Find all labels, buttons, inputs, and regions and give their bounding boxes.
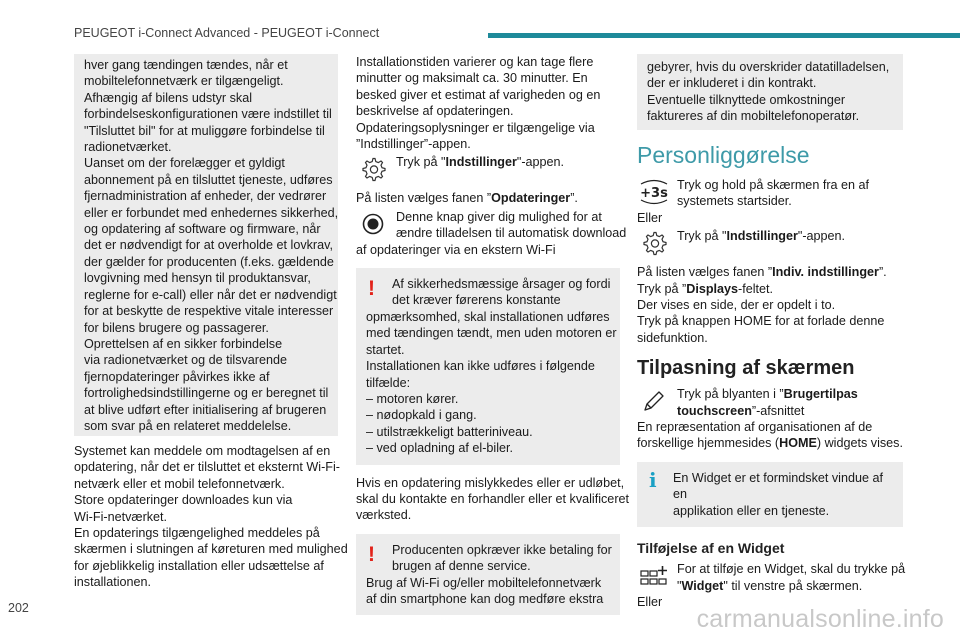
text-fragment: "-appen. bbox=[797, 229, 846, 244]
radio-button-icon bbox=[356, 209, 390, 239]
body-line: skal du kontakte en forhandler eller et kvalificeret bbox=[356, 491, 630, 506]
body-line: Der vises en side, der er opdelt i to. bbox=[637, 298, 836, 313]
text-fragment: Tryk på blyanten i ” bbox=[677, 387, 784, 402]
note-line: eller er forbundet med enhedernes sikkerhed, bbox=[84, 205, 339, 220]
text-fragment: Tryk på " bbox=[396, 155, 446, 170]
warning-line: brugen af denne service. bbox=[392, 559, 531, 574]
body-line: Systemet kan meddele om modtagelsen af en bbox=[74, 444, 331, 458]
note-line: via radionetværket og de tilsvarende bbox=[84, 353, 288, 368]
body-line: værksted. bbox=[356, 508, 412, 523]
note-line: fjernadministration af enheder, der vedrører bbox=[84, 189, 327, 204]
body-line: installationen. bbox=[74, 575, 152, 590]
pencil-line-2 bbox=[677, 403, 903, 419]
hold-screen-step bbox=[637, 177, 903, 210]
settings-gear-icon bbox=[356, 154, 390, 184]
warning-line: opmærksomhed, skal installationen udføres bbox=[366, 309, 610, 324]
text-fragment: " bbox=[677, 578, 682, 593]
continuation-note-box bbox=[74, 54, 338, 436]
note-line: der er inkluderet i din kontrakt. bbox=[647, 76, 817, 91]
home-label: HOME bbox=[779, 436, 817, 451]
auto-download-step bbox=[356, 209, 627, 242]
column-1 bbox=[74, 54, 348, 591]
note-line: Uanset om der forelægger et gyldigt bbox=[84, 156, 285, 171]
info-icon: i bbox=[649, 467, 657, 492]
add-widget-icon bbox=[637, 561, 671, 591]
settings-step bbox=[637, 228, 903, 258]
install-time-paragraph bbox=[356, 54, 620, 152]
body-line: skærmen i slutningen af køreturen med mulighed bbox=[74, 542, 348, 557]
column-2 bbox=[356, 54, 630, 615]
safety-warning-box bbox=[356, 268, 620, 464]
info-line: applikation eller en tjeneste. bbox=[673, 503, 830, 518]
body-line: systemets startsider. bbox=[677, 194, 792, 209]
warning-line: startet. bbox=[366, 342, 405, 357]
body-line: Tryk og hold på skærmen fra en af bbox=[677, 178, 870, 192]
heading-screen-customization: Tilpasning af skærmen bbox=[637, 357, 855, 380]
note-line: radionetværket. bbox=[84, 140, 172, 155]
note-line: mobiltelefonnetværk er tilgængeligt. bbox=[84, 74, 284, 89]
failed-update-paragraph bbox=[356, 475, 630, 524]
body-line: minutter og maksimalt ca. 30 minutter. En bbox=[356, 71, 588, 86]
widget-info-box bbox=[637, 462, 903, 527]
header-bar bbox=[488, 33, 960, 38]
heading-add-widget: Tilføjelse af en Widget bbox=[637, 540, 785, 557]
body-line: En opdaterings tilgængelighed meddeles på bbox=[74, 526, 320, 541]
info-line: En Widget er et formindsket vindue af en bbox=[673, 470, 883, 502]
body-line: For at tilføje en Widget, skal du trykke på bbox=[677, 562, 906, 577]
heading-personalization: Personliggørelse bbox=[637, 142, 810, 168]
text-fragment: På listen vælges fanen ” bbox=[356, 191, 492, 206]
updates-tab-line bbox=[356, 190, 620, 206]
body-line: beskrivelse af opdateringen. bbox=[356, 104, 514, 119]
warning-line: af din smartphone kan dog medføre ekstra bbox=[366, 591, 604, 606]
note-line: at blive udført efter initialisering af brugeren bbox=[84, 402, 327, 417]
add-widget-step bbox=[637, 561, 906, 594]
text-fragment: ”. bbox=[570, 191, 578, 206]
pencil-step bbox=[637, 386, 903, 419]
note-line: reglerne for e-call) eller når det er nødvendigt bbox=[84, 287, 337, 302]
settings-step-text bbox=[396, 154, 620, 184]
body-line: ”Indstillinger”-appen. bbox=[356, 137, 471, 152]
settings-app-label: Indstillinger bbox=[445, 155, 517, 170]
warning-line: Producenten opkræver ikke betaling for bbox=[392, 542, 612, 557]
text-fragment: "-appen. bbox=[516, 155, 565, 170]
note-line: hver gang tændingen tændes, når et bbox=[84, 58, 288, 72]
warning-line: tilfælde: bbox=[366, 375, 411, 390]
press-3-seconds-icon bbox=[637, 177, 671, 207]
auto-download-text bbox=[396, 209, 626, 242]
warning-line: – utilstrækkeligt batteriniveau. bbox=[366, 424, 533, 439]
text-fragment: ”. bbox=[878, 265, 887, 280]
note-line: fortrolighedsindstillingerne og er beregnet til bbox=[84, 386, 329, 401]
personal-settings-paragraph bbox=[637, 264, 903, 346]
note-line: faktureres af din mobiltelefonoperatør. bbox=[647, 109, 860, 124]
or-label: Eller bbox=[637, 210, 663, 225]
text-fragment: Tryk på ” bbox=[637, 281, 687, 296]
settings-step-text bbox=[677, 228, 903, 258]
text-fragment: ) widgets vises. bbox=[816, 436, 903, 451]
hold-screen-text bbox=[677, 177, 903, 210]
note-line: abonnement på en tilsluttet tjeneste, udføres bbox=[84, 172, 333, 187]
warning-line: – motoren kører. bbox=[366, 391, 459, 406]
pencil-step-text bbox=[677, 386, 903, 419]
widget-line-2 bbox=[677, 578, 905, 594]
touchscreen-label: touchscreen bbox=[677, 403, 752, 418]
body-line: Denne knap giver dig mulighed for at bbox=[396, 209, 602, 224]
note-line: Afhængig af bilens udstyr skal bbox=[84, 90, 253, 105]
note-line: forbindelseskonfigurationen være indstillet til bbox=[84, 107, 332, 122]
header-title: PEUGEOT i-Connect Advanced - PEUGEOT i-Connect bbox=[74, 26, 380, 40]
warning-line: Af sikkerhedsmæssige årsager og fordi bbox=[392, 277, 611, 292]
press-3-seconds-label: +3s bbox=[640, 186, 668, 201]
warning-line: – nødopkald i gang. bbox=[366, 408, 477, 423]
body-line: Store opdateringer downloades kun via bbox=[74, 493, 293, 508]
body-line: netværk eller et mobil telefonnetværk. bbox=[74, 476, 285, 491]
note-line: som svar på en relateret meddelelse. bbox=[84, 418, 292, 433]
text-fragment: På listen vælges fanen ” bbox=[637, 265, 773, 280]
note-line: og opdatering af software og firmware, når bbox=[84, 222, 321, 237]
note-line: for at beskytte de respektive vitale interesser bbox=[84, 304, 334, 319]
note-line: for bilens brugere og passagerer. bbox=[84, 320, 269, 335]
personal-settings-tab-label: Indiv. indstillinger bbox=[772, 265, 879, 280]
note-line: Eventuelle tilknyttede omkostninger bbox=[647, 92, 846, 107]
cost-warning-box bbox=[356, 534, 620, 616]
body-line: Hvis en opdatering mislykkedes eller er udløbet, bbox=[356, 475, 625, 490]
note-line: lovgivning med hensyn til produktansvar, bbox=[84, 271, 311, 286]
watermark: carmanualsonline.info bbox=[696, 605, 944, 633]
updates-tab-label: Opdateringer bbox=[491, 191, 571, 206]
text-fragment: ”-afsnittet bbox=[751, 403, 805, 418]
pencil-icon bbox=[637, 386, 671, 416]
body-line: Wi-Fi-netværket. bbox=[74, 509, 168, 524]
body-line: sidefunktion. bbox=[637, 330, 708, 345]
widget-label: Widget bbox=[681, 578, 724, 593]
body-line: Opdateringsoplysninger er tilgængelige via bbox=[356, 120, 595, 135]
column-3 bbox=[637, 54, 906, 610]
settings-app-label: Indstillinger bbox=[726, 229, 798, 244]
text-fragment: " til venstre på skærmen. bbox=[723, 578, 863, 593]
warning-line: det kræver førerens konstante bbox=[392, 293, 561, 308]
settings-gear-icon bbox=[637, 228, 671, 258]
body-line: Tryk på knappen HOME for at forlade denne bbox=[637, 314, 885, 329]
displays-line bbox=[637, 281, 903, 297]
body-line: besked giver et estimat af varigheden og en bbox=[356, 87, 601, 102]
settings-step bbox=[356, 154, 620, 184]
body-line: opdatering, når det er tilsluttet et eksternt Wi-Fi- bbox=[74, 460, 340, 475]
warning-exclamation-icon: ! bbox=[368, 277, 375, 301]
tab-line bbox=[637, 264, 903, 280]
body-line: ændre tilladelsen til automatisk download bbox=[396, 226, 627, 241]
update-info-paragraph bbox=[74, 443, 348, 591]
add-widget-text bbox=[677, 561, 905, 594]
text-fragment: Tryk på " bbox=[677, 229, 727, 244]
note-line: gebyrer, hvis du overskrider datatilladelsen, bbox=[647, 60, 890, 74]
repr-line-2 bbox=[637, 435, 903, 451]
note-line: Oprettelsen af en sikker forbindelse bbox=[84, 336, 283, 351]
note-line: fjernopdateringer påvirkes ikke af bbox=[84, 369, 270, 384]
warning-line: – ved opladning af el-biler. bbox=[366, 441, 514, 456]
warning-line: med tændingen tændt, men uden motoren er bbox=[366, 326, 617, 341]
customize-label: Brugertilpas bbox=[783, 387, 858, 402]
or-label: Eller bbox=[637, 594, 663, 609]
pencil-line-1 bbox=[677, 386, 903, 402]
body-line: af opdateringer via en ekstern Wi-Fi bbox=[356, 242, 556, 257]
note-line: der gælder for producenten (f.eks. gældende bbox=[84, 254, 334, 269]
warning-line: Brug af Wi-Fi og/eller mobiltelefonnetværk bbox=[366, 575, 602, 590]
note-line: "Tilsluttet bil" for at muliggøre forbindelse til bbox=[84, 123, 325, 138]
page-number: 202 bbox=[8, 601, 29, 615]
displays-field-label: Displays bbox=[686, 281, 739, 296]
warning-exclamation-icon: ! bbox=[368, 542, 375, 566]
cost-continuation-box bbox=[637, 54, 903, 130]
warning-line: Installationen kan ikke udføres i følgende bbox=[366, 359, 595, 374]
text-fragment: -feltet. bbox=[738, 281, 774, 296]
body-line: Installationstiden varierer og kan tage flere bbox=[356, 55, 594, 69]
text-fragment: forskellige hjemmesides ( bbox=[637, 436, 780, 451]
body-line: En repræsentation af organisationen af de bbox=[637, 420, 873, 435]
note-line: det er nødvendigt for at overholde et lovkrav, bbox=[84, 238, 333, 253]
body-line: for øjeblikkelig installation eller udsættelse af bbox=[74, 558, 324, 573]
